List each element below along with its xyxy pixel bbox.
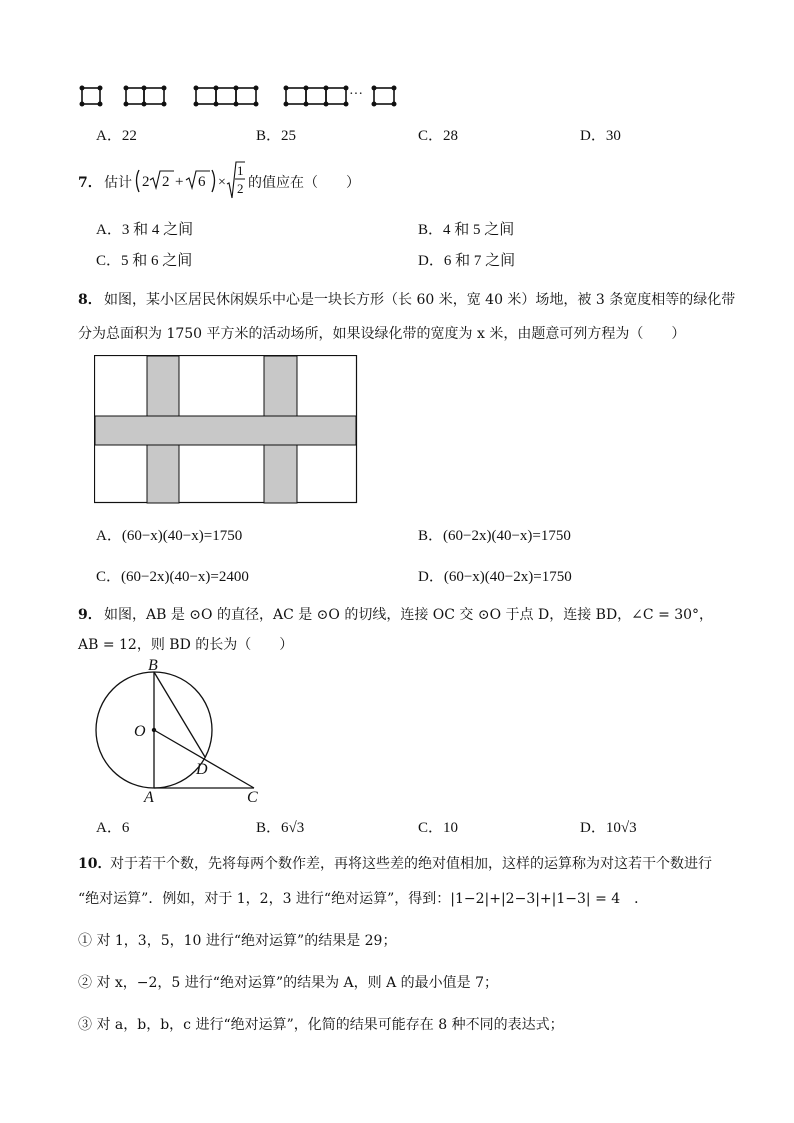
q10-line-1: 对于若干个数，先将每两个数作差，再将这些差的绝对值相加，这样的运算称为对这若干个数进行 [110,856,712,872]
label-b: B [148,657,158,674]
q7-option-b: B．4 和 5 之间 [418,222,515,238]
q7-option-a: A．3 和 4 之间 [96,222,194,238]
q6-option-b: B．25 [256,128,297,144]
q6-option-d: D．30 [580,128,621,144]
q9-option-b: B．6√3 [256,820,305,836]
q7-frac-num: 1 [237,163,244,178]
q8-number: 8． [78,292,102,308]
q7-tail: 的值应在（ ） [248,175,360,191]
q8-line-1: 如图，某小区居民休闲娱乐中心是一块长方形（长 60 米，宽 40 米）场地，被 3 条宽度相等的绿化带 [104,292,736,308]
q6-option-a: A．22 [96,128,137,144]
matchstick-pattern-figure [78,84,408,108]
q8-line-2: 分为总面积为 1750 平方米的活动场所，如果设绿化带的宽度为 x 米，由题意可列方程为（ ） [78,326,686,342]
q7-number: 7． [78,175,102,191]
label-c: C [247,789,258,806]
q6-option-c: C．28 [418,128,459,144]
q7-expression [133,158,245,204]
q7-option-d: D．6 和 7 之间 [418,253,516,269]
q10-number: 10． [78,856,112,872]
q7-radicand-1: 2 [162,174,170,190]
q7-option-c: C．5 和 6 之间 [96,253,193,269]
label-o: O [134,723,146,740]
q9-number: 9． [78,607,102,623]
q10-line-2: “绝对运算”．例如，对于 1，2，3 进行“绝对运算”，得到：|1−2|+|2−3|+|1−3| = 4 ． [78,891,649,907]
q9-option-c: C．10 [418,820,459,836]
q7-lead: 估计 [104,175,132,191]
label-d: D [196,761,208,778]
q8-option-c: C．(60−2x)(40−x)=2400 [96,569,249,585]
q7-radicand-2: 6 [198,174,206,190]
q10-item-2: ② 对 x，−2，5 进行“绝对运算”的结果为 A，则 A 的最小值是 7； [78,975,499,991]
q9-option-a: A．6 [96,820,130,836]
q7-frac-den: 2 [237,181,244,196]
q7-times: × [218,175,226,190]
q8-option-b: B．(60−2x)(40−x)=1750 [418,528,571,544]
q8-option-d: D．(60−x)(40−2x)=1750 [418,569,572,585]
green-belt-rectangle-figure [94,355,358,504]
q7-coef: 2 [142,174,150,190]
q9-line-1: 如图，AB 是 ⊙O 的直径，AC 是 ⊙O 的切线，连接 OC 交 ⊙O 于点 D，连接 BD，∠C = 30°， [104,607,714,623]
q10-item-1: ① 对 1，3，5，10 进行“绝对运算”的结果是 29； [78,933,397,949]
q9-option-d: D．10√3 [580,820,637,836]
q9-line-2: AB = 12，则 BD 的长为（ ） [78,637,294,653]
q10-item-3: ③ 对 a，b，b，c 进行“绝对运算”，化简的结果可能存在 8 种不同的表达式； [78,1017,564,1033]
ellipsis-dots: ··· [349,87,363,102]
q8-option-a: A．(60−x)(40−x)=1750 [96,528,243,544]
label-a: A [144,789,154,806]
circle-tangent-figure [90,656,270,806]
q7-plus: + [175,174,184,190]
